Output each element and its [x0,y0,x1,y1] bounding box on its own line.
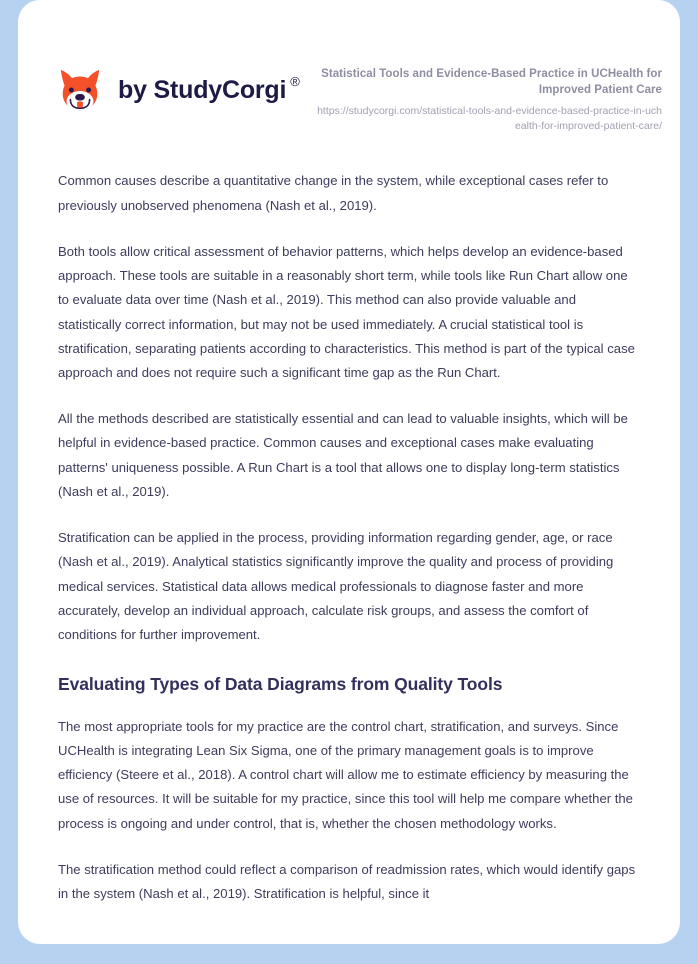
paragraph: Both tools allow critical assessment of behavior patterns, which helps develop an evidence-based approach. These tools are suitable in a reasonably short term, while tools like Run Chart allow one to evaluate data over time (Nash et al., 2019). This method can also provide valuable and statistically correct information, but may not be used immediately. A crucial statistical tool is stratification, separating patients according to characteristics. This method is part of the typical case approach and does not require such a significant time gap as the Run Chart. [58,243,635,380]
header-document-meta [312,56,662,133]
brand-wordmark [118,73,300,104]
paragraph: The stratification method could reflect a comparison of readmission rates, which would identify gaps in the system (Nash et al., 2019). Stratification is helpful, since it [58,861,636,902]
registered-trademark-icon: ® [290,73,300,89]
paragraph: Stratification can be applied in the process, providing information regarding gender, age, or race (Nash et al., 2019). Analytical statistics significantly improve the quality and process of providing medical services. Statistical data allows medical professionals to diagnose faster and more accurately, develop an individual approach, calculate risk groups, and assess the comfort of conditions for further improvement. [58,530,614,642]
paragraph: The most appropriate tools for my practice are the control chart, stratification, and surveys. Since UCHealth is integrating Lean Six Sigma, one of the primary management goals is to improve efficiency (Steere et al., 2018). A control chart will allow me to estimate efficiency by measuring the use of resources. It will be suitable for my practice, since this tool will help me compare whether the process is ongoing and under control, that is, whether the chosen methodology works. [58,718,633,831]
brand-lockup[interactable] [56,56,300,114]
document-header [18,0,680,133]
section-heading: Evaluating Types of Data Diagrams from Quality Tools [58,674,503,695]
paragraph: All the methods described are statistically essential and can lead to valuable insights, which will be helpful in evidence-based practice. Common causes and exceptional cases make evaluating patterns' uniqueness possible. A Run Chart is a tool that allows one to display long-term statistics (Nash et al., 2019). [58,411,628,499]
document-title: Statistical Tools and Evidence-Based Practice in UCHealth for Improved Patient Care [321,68,662,97]
corgi-face-logo-icon [56,66,104,114]
document-source-url[interactable]: https://studycorgi.com/statistical-tools-and-evidence-based-practice-in-uchealth-for-improved-patient-care/ [317,104,662,132]
brand-name-text: by StudyCorgi [118,75,287,104]
document-sheet [18,0,680,944]
document-body [18,133,680,906]
paragraph: Common causes describe a quantitative change in the system, while exceptional cases refer to previously unobserved phenomena (Nash et al., 2019). [58,173,609,213]
